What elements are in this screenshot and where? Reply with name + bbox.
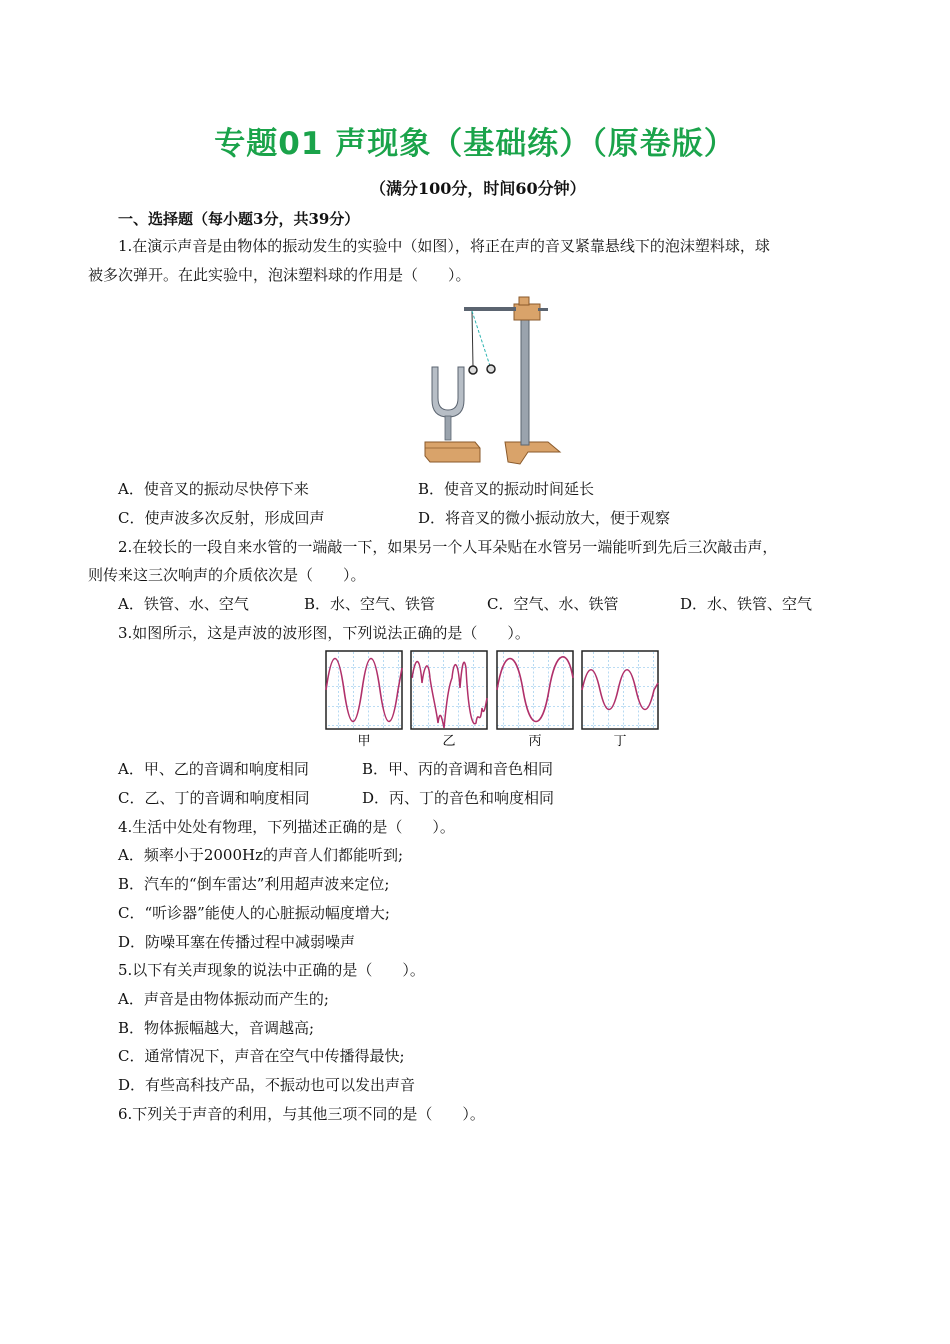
q2-option-d: D．水、铁管、空气 [680, 595, 813, 613]
q3-option-b: B．甲、丙的音调和音色相同 [362, 760, 554, 778]
page-subtitle: （满分100分，时间60分钟） [370, 179, 586, 198]
q2-stem-line1: 2.在较长的一段自来水管的一端敲一下，如果另一个人耳朵贴在水管另一端能听到先后三次敲击声， [118, 538, 778, 556]
wave-label-jia: 甲 [357, 734, 371, 749]
q3-option-d: D．丙、丁的音色和响度相同 [362, 789, 555, 807]
page-title: 专题01 声现象（基础练）（原卷版） [214, 126, 736, 162]
q5-option-d: D．有些高科技产品，不振动也可以发出声音 [118, 1076, 416, 1094]
q5-stem: 5.以下有关声现象的说法中正确的是（ ）。 [118, 961, 425, 979]
q2-option-b: B．水、空气、铁管 [304, 595, 436, 613]
wave-panel-yi [411, 651, 487, 729]
q3-option-c: C．乙、丁的音调和响度相同 [118, 789, 310, 807]
q3-stem: 3.如图所示，这是声波的波形图，下列说法正确的是（ ）。 [118, 624, 530, 642]
q4-option-d: D．防噪耳塞在传播过程中减弱噪声 [118, 933, 356, 951]
wave-label-bing: 丙 [528, 734, 542, 749]
q4-stem: 4.生活中处处有物理，下列描述正确的是（ ）。 [118, 818, 455, 836]
section-heading: 一、选择题（每小题3分，共39分） [118, 210, 360, 228]
q5-option-c: C．通常情况下，声音在空气中传播得最快; [118, 1047, 405, 1065]
wave-panel-jia [326, 651, 402, 729]
q2-stem-line2: 则传来这三次响声的介质依次是（ ）。 [88, 566, 366, 584]
q1-option-a: A．使音叉的振动尽快停下来 [118, 480, 309, 498]
q1-option-d: D．将音叉的微小振动放大，便于观察 [418, 509, 671, 527]
tuning-fork-figure [420, 292, 565, 467]
q4-option-b: B．汽车的“倒车雷达”利用超声波来定位; [118, 875, 390, 893]
q3-option-a: A．甲、乙的音调和响度相同 [118, 760, 309, 778]
q2-option-a: A．铁管、水、空气 [118, 595, 249, 613]
q1-stem-line2: 被多次弹开。在此实验中，泡沫塑料球的作用是（ ）。 [88, 266, 471, 284]
q1-option-c: C．使声波多次反射，形成回声 [118, 509, 325, 527]
q5-option-a: A．声音是由物体振动而产生的; [118, 990, 329, 1008]
wave-label-ding: 丁 [613, 734, 627, 749]
wave-panel-bing [497, 651, 573, 729]
waveform-figure [324, 648, 660, 750]
q4-option-a: A．频率小于2000Hz的声音人们都能听到; [118, 846, 404, 864]
q1-option-b: B．使音叉的振动时间延长 [418, 480, 595, 498]
q1-stem-line1: 1.在演示声音是由物体的振动发生的实验中（如图），将正在声的音叉紧靠悬线下的泡沫塑料球，球 [118, 237, 770, 255]
wave-label-yi: 乙 [442, 734, 456, 749]
wave-panel-ding [582, 651, 658, 729]
q4-option-c: C．“听诊器”能使人的心脏振动幅度增大; [118, 904, 390, 922]
q5-option-b: B．物体振幅越大，音调越高; [118, 1019, 315, 1037]
q2-option-c: C．空气、水、铁管 [487, 595, 619, 613]
q6-stem: 6.下列关于声音的利用，与其他三项不同的是（ ）。 [118, 1105, 485, 1123]
